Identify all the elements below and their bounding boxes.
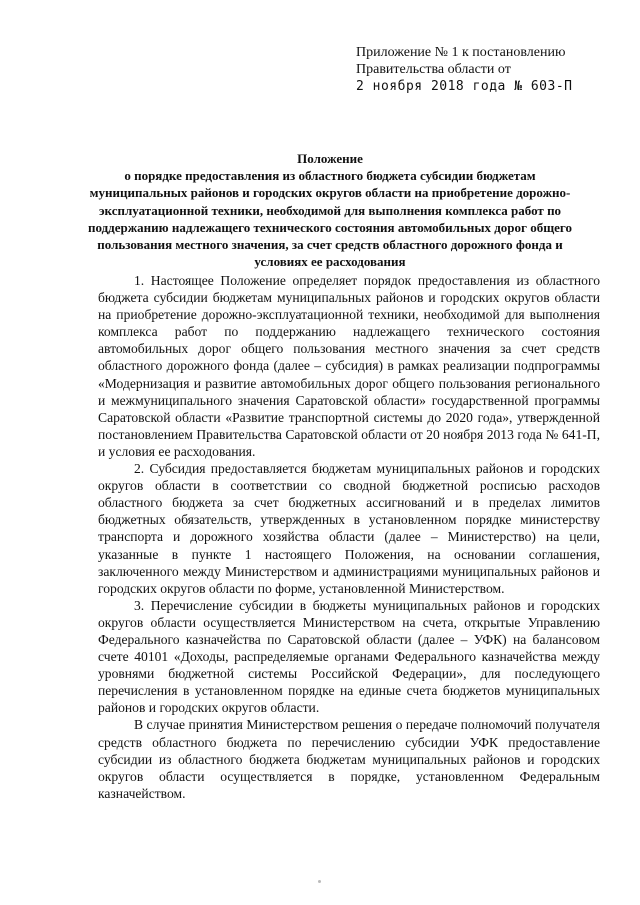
paragraph-2: 2. Субсидия предоставляется бюджетам муниципальных районов и городских округов области в соответствии со сводной бюджетной росписью расходов областного бюджета за счет бюджетных ассигнований и в пределах лимитов бюджетных обязательств, утвержденных в установленном порядке министерству транспорта и дорожного хозяйства области (далее – Министерство) на цели, указанные в пункте 1 настоящего Положения, на основании соглашения, заключенного между Министерством и администрациями муниципальных районов и городских округов области по форме, установленной Министерством.	[98, 461, 600, 596]
paragraph-1: 1. Настоящее Положение определяет порядок предоставления из областного бюджета субсидии бюджетам муниципальных районов и городских округов области на приобретение дорожно-эксплуатационной техники, необходимой для выполнения комплекса работ по поддержанию надлежащего технического состояния автомобильных дорог общего пользования местного значения за счет средств областного дорожного фонда (далее – субсидия) в рамках реализации подпрограммы «Модернизация и развитие автомобильных дорог общего пользования регионального и межмуниципального значения Саратовской области» государственной программы Саратовской области «Развитие транспортной системы до 2020 года», утвержденной постановлением Правительства Саратовской области от 20 ноября 2013 года № 641-П, и условия ее расходования.	[98, 273, 600, 459]
appendix-reference	[356, 44, 616, 95]
document-heading	[80, 150, 580, 270]
paragraph-3: 3. Перечисление субсидии в бюджеты муниципальных районов и городских округов области осуществляется Министерством на счета, открытые Управлению Федерального казначейства по Саратовской области (далее – УФК) на балансовом счете 40101 «Доходы, распределяемые органами Федерального казначейства между уровнями бюджетной системы Российской Федерации», для последующего перечисления в установленном порядке на единые счета бюджетов муниципальных районов и городских округов области.	[98, 597, 600, 716]
document-subtitle: о порядке предоставления из областного бюджета субсидии бюджетам муниципальных районов и городских округов области на приобретение дорожно-эксплуатационной техники, необходимой для выполнения комплекса работ по поддержанию надлежащего технического состояния автомобильных дорог общего пользования местного значения, за счет средств областного дорожного фонда и условиях ее расходования	[87, 168, 573, 270]
appendix-line-3-date-number: 2 ноября 2018 года № 603-П	[356, 79, 573, 94]
paragraph-4: В случае принятия Министерством решения о передаче полномочий получателя средств областного бюджета по перечислению субсидии УФК предоставление субсидии из областного бюджета бюджетам муниципальных районов и городских округов области осуществляется в порядке, установленном Федеральным казначейством.	[98, 717, 600, 801]
scan-speck	[318, 880, 321, 883]
document-body	[98, 272, 600, 802]
appendix-line-2: Правительства области от	[356, 62, 511, 77]
document-title: Положение	[297, 151, 363, 166]
appendix-line-1: Приложение № 1 к постановлению	[356, 45, 566, 60]
